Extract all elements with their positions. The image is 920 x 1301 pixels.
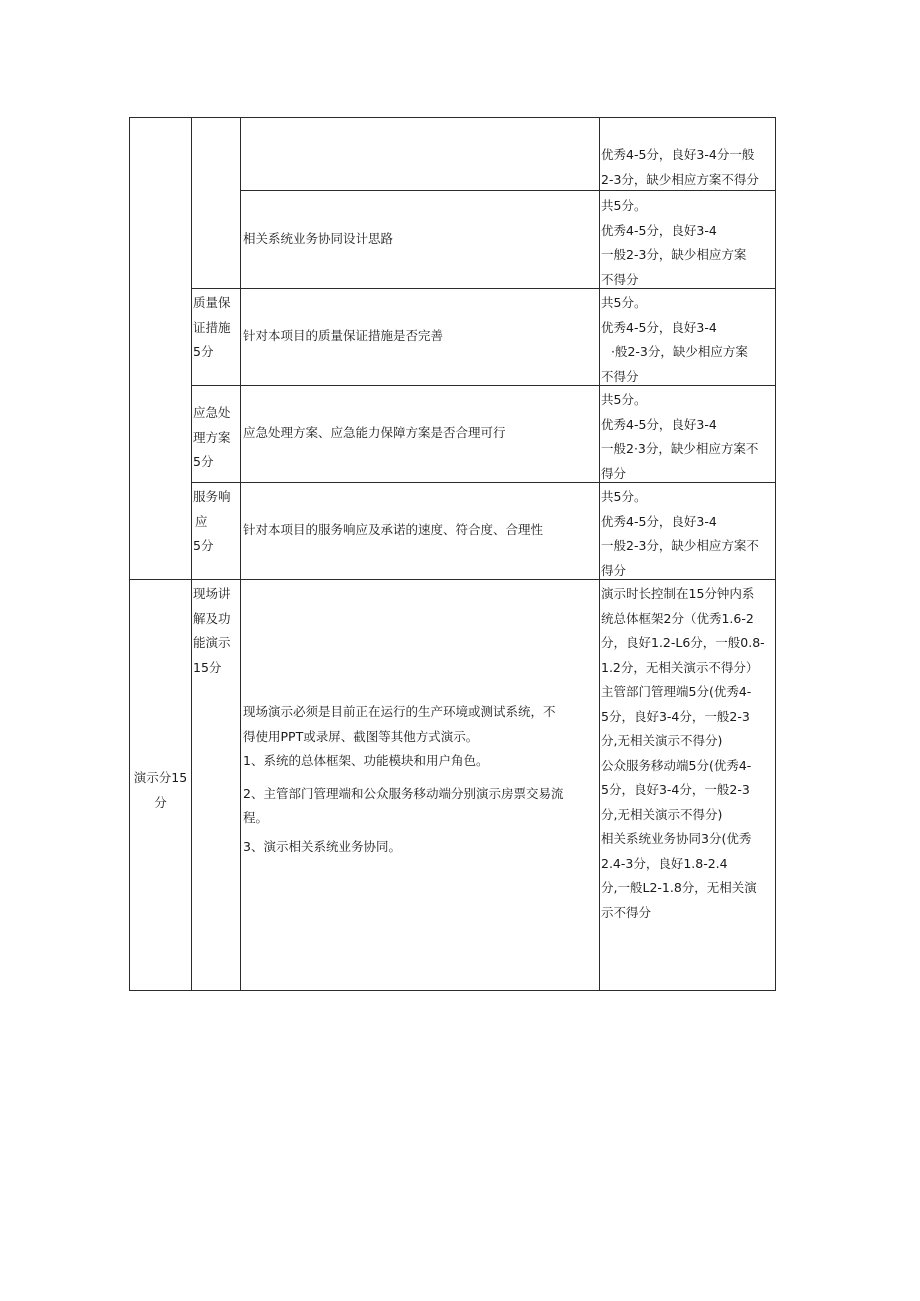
description-cell <box>243 700 597 859</box>
scoring-line: 5分，良好3-4分，一般2-3 <box>601 708 750 724</box>
scoring-line: 5分，良好3-4分，一般2-3 <box>601 782 750 797</box>
scoring-line: 优秀4-5分，良好3-4分一般 <box>601 147 755 162</box>
scoring-line: 共5分。 <box>601 489 647 504</box>
scoring-line: 优秀4-5分，良好3-4 <box>601 513 717 529</box>
criterion-line: 5分 <box>193 454 214 469</box>
table-border-left <box>129 117 130 991</box>
table-border-right <box>775 117 776 991</box>
description-text: 相关系统业务协同设计思路 <box>243 231 394 246</box>
description-cell <box>243 421 597 446</box>
scoring-line: 分,无相关演示不得分) <box>601 733 723 748</box>
scoring-line: 一般2-3分，缺少相应方案不 <box>601 538 759 553</box>
scoring-line: 2.4-3分，良好1.8-2.4 <box>601 855 728 871</box>
scoring-line: 优秀4-5分，良好3-4 <box>601 416 717 432</box>
scoring-line: 主管部门管理端5分(优秀4- <box>601 684 752 699</box>
description-text: 针对本项目的服务响应及承诺的速度、符合度、合理性 <box>243 522 544 537</box>
scoring-cell <box>601 388 774 486</box>
scoring-line: 不得分 <box>601 368 639 384</box>
criterion-line: 应 <box>195 513 208 529</box>
col-divider <box>240 117 241 991</box>
description-text: 针对本项目的质量保证措施是否完善 <box>243 328 444 343</box>
table-border-bottom <box>129 990 776 991</box>
description-line: 程。 <box>243 810 269 825</box>
criterion-line: 5分 <box>193 344 214 359</box>
col-divider <box>191 117 192 991</box>
criterion-line: 现场讲 <box>193 586 231 601</box>
scoring-line: 优秀4-5分，良好3-4 <box>601 319 717 335</box>
category-cell <box>130 766 191 815</box>
criterion-line: 质量保 <box>193 295 231 310</box>
scoring-line: 得分 <box>601 562 627 578</box>
scoring-line: 分,无相关演示不得分) <box>601 806 723 822</box>
description-line: 得使用PPT或录屏、截图等其他方式演示。 <box>243 728 479 744</box>
description-line: 2、主管部门管理端和公众服务移动端分别演示房票交易流 <box>243 785 564 801</box>
scoring-cell <box>601 194 774 292</box>
description-text: 应急处理方案、应急能力保障方案是否合理可行 <box>243 425 506 440</box>
description-cell <box>243 227 597 252</box>
criterion-line: 15分 <box>193 659 222 675</box>
criterion-cell <box>193 582 239 680</box>
scoring-line: 共5分。 <box>601 295 647 310</box>
criterion-line: 能演示 <box>193 635 231 650</box>
scoring-line: 2-3分，缺少相应方案不得分 <box>601 171 759 187</box>
criterion-line: 证措施 <box>193 319 231 335</box>
criterion-cell <box>193 485 239 559</box>
scoring-line: 不得分 <box>601 271 639 287</box>
scoring-line: 1.2分，无相关演示不得分） <box>601 659 759 675</box>
criterion-cell <box>193 401 239 475</box>
scoring-cell <box>601 485 774 583</box>
scoring-line: 一般2-3分，缺少相应方案 <box>601 247 747 262</box>
scoring-line: 相关系统业务协同3分(优秀 <box>601 831 752 846</box>
scoring-line: 演示时长控制在15分钟内系 <box>601 586 755 601</box>
criterion-line: 解及功 <box>193 610 231 626</box>
description-cell <box>243 518 597 543</box>
category-line: 分 <box>154 794 167 810</box>
scoring-cell <box>601 582 774 925</box>
scoring-line: 公众服务移动端5分(优秀4- <box>601 757 752 773</box>
table-border-top <box>129 117 776 118</box>
scoring-line: 分,一般L2-1.8分，无相关演 <box>601 880 757 895</box>
col-divider <box>599 117 600 991</box>
scoring-line: 优秀4-5分，良好3-4 <box>601 222 717 238</box>
description-line: 3、演示相关系统业务协同。 <box>243 838 401 854</box>
criterion-line: 应急处 <box>193 405 231 420</box>
scoring-line: 得分 <box>601 465 627 481</box>
scoring-line: 示不得分 <box>601 904 652 920</box>
scoring-line: ·般2-3分，缺少相应方案 <box>611 344 748 359</box>
description-line: 1、系统的总体框架、功能模块和用户角色。 <box>243 753 489 768</box>
scoring-line: 分，良好1.2-L6分，一般0.8- <box>601 635 765 650</box>
description-line: 现场演示必须是目前正在运行的生产环境或测试系统，不 <box>243 704 556 719</box>
scoring-line: 统总体框架2分（优秀1.6-2 <box>601 610 754 626</box>
criterion-line: 理方案 <box>193 429 231 445</box>
scoring-cell <box>601 143 774 192</box>
criterion-cell <box>193 291 239 365</box>
scoring-line: 共5分。 <box>601 392 647 407</box>
description-cell <box>243 324 597 349</box>
scoring-line: 一般2·3分，缺少相应方案不 <box>601 441 759 456</box>
scoring-cell <box>601 291 774 389</box>
category-line: 演示分15 <box>133 770 188 785</box>
scoring-line: 共5分。 <box>601 198 647 213</box>
criterion-line: 5分 <box>193 538 214 553</box>
criterion-line: 服务响 <box>193 489 231 504</box>
